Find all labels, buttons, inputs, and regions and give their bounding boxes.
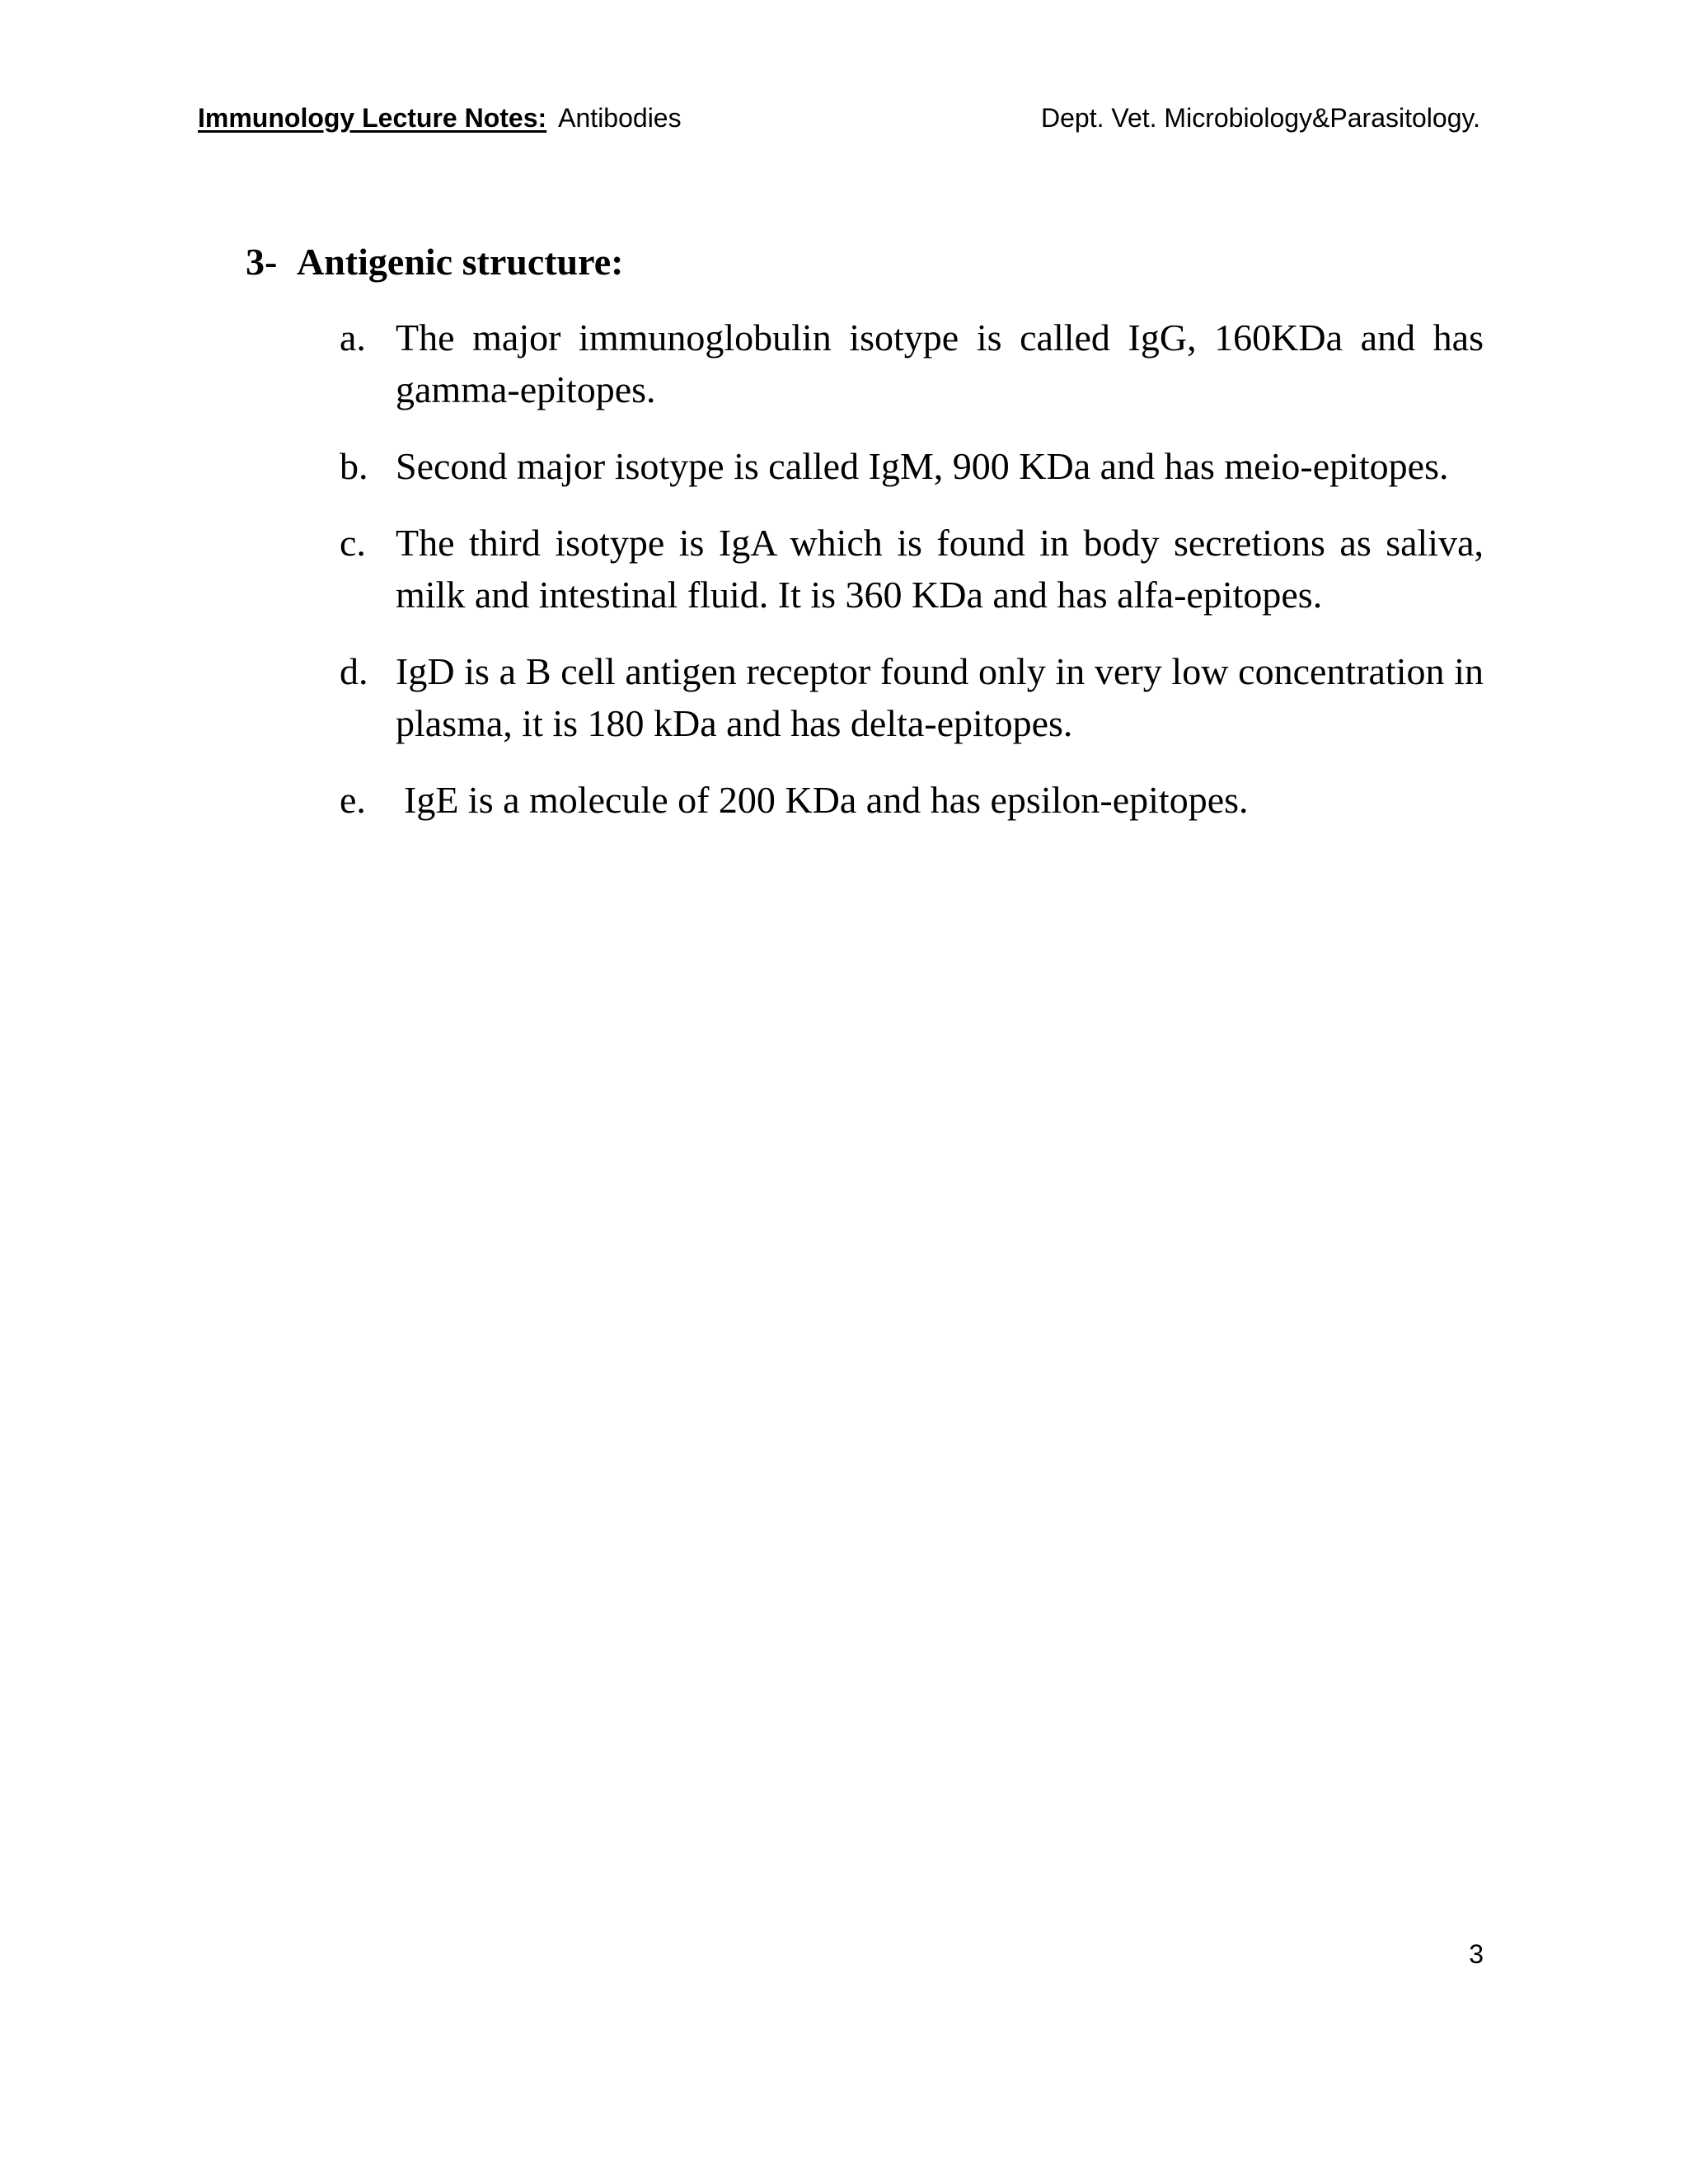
list-item — [340, 517, 1484, 621]
list-item-text: The major immunoglobulin isotype is called IgG, 160KDa and has gamma-epitopes. — [396, 316, 1484, 410]
header-department: Dept. Vet. Microbiology&Parasitology. — [1041, 103, 1480, 133]
section-number: 3- — [246, 241, 278, 283]
list-item-text: Second major isotype is called IgM, 900 KDa and has meio-epitopes. — [396, 445, 1449, 487]
section-heading — [246, 237, 623, 287]
list-item-text: IgD is a B cell antigen receptor found only in very low concentration in plasma, it is 180 kDa and has delta-epitopes. — [396, 650, 1484, 744]
header-topic: Antibodies — [558, 103, 682, 133]
list-item-marker: d. — [340, 650, 368, 692]
page-header — [198, 97, 1490, 138]
list-item-marker: a. — [340, 316, 366, 359]
section-title: Antigenic structure: — [297, 241, 624, 283]
page-number: 3 — [1469, 1939, 1484, 1969]
list-item — [340, 774, 1484, 826]
list-item-text: IgE is a molecule of 200 KDa and has epsilon-epitopes. — [404, 779, 1249, 821]
header-left — [198, 97, 682, 138]
list-item — [340, 645, 1484, 749]
list-item-marker: e. — [340, 779, 366, 821]
list-item-marker: c. — [340, 522, 366, 564]
header-course-label: Immunology Lecture Notes: — [198, 103, 547, 133]
isotype-list — [340, 312, 1484, 851]
list-item-text: The third isotype is IgA which is found in body secretions as saliva, milk and intestinal fluid. It is 360 KDa and has alfa-epitopes. — [396, 522, 1484, 616]
list-item — [340, 440, 1484, 492]
list-item-marker: b. — [340, 445, 368, 487]
list-item — [340, 312, 1484, 415]
